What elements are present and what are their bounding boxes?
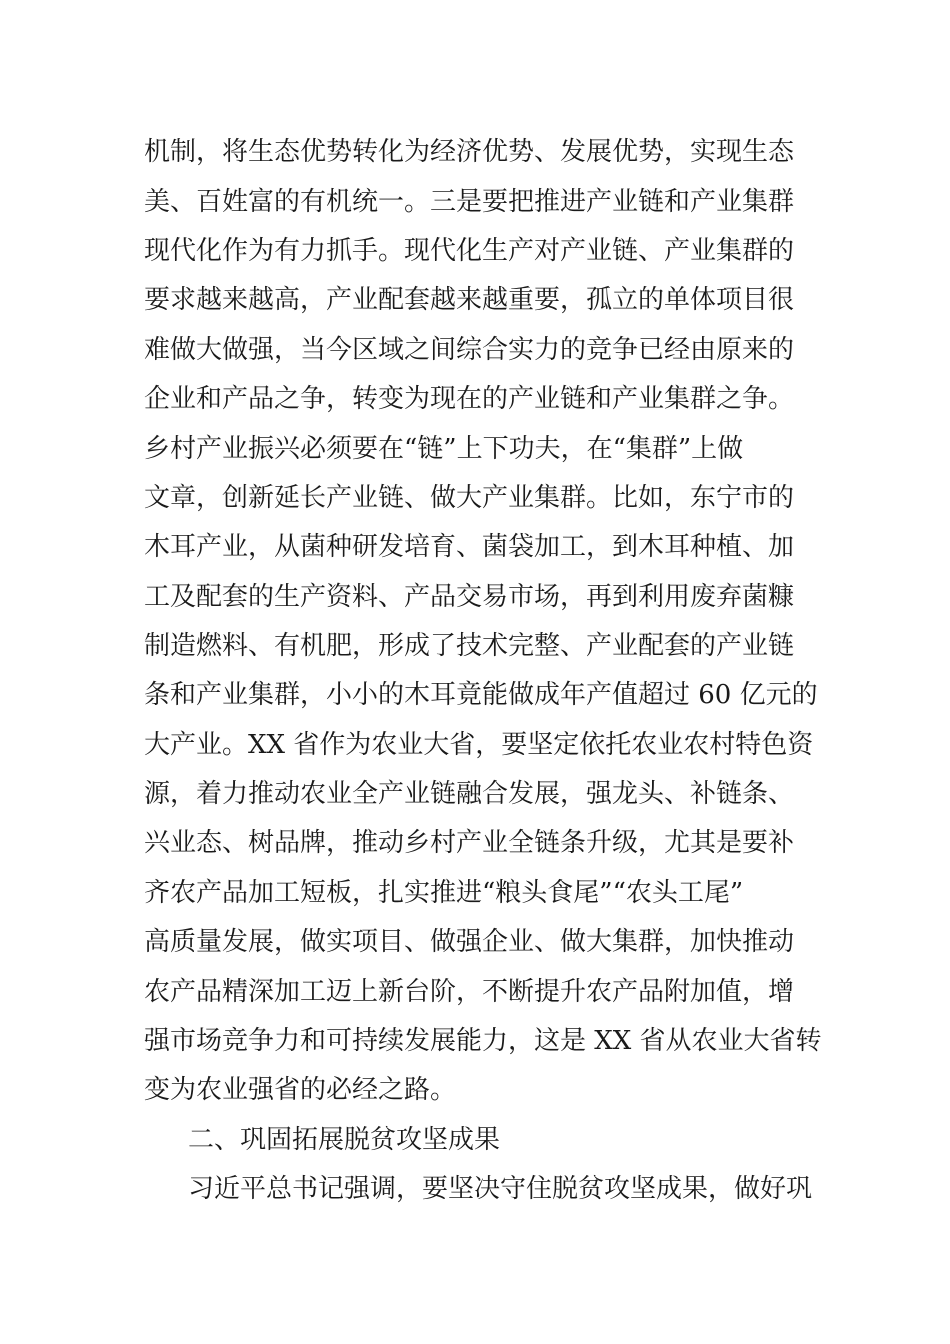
body-line: 齐农产品加工短板，扎实推进“粮头食尾”“农头工尾”	[144, 878, 744, 908]
body-line: 源，着力推动农业全产业链融合发展，强龙头、补链条、	[144, 779, 795, 809]
body-line: 工及配套的生产资料、产品交易市场，再到利用废弃菌糠	[144, 582, 795, 612]
body-line: 现代化作为有力抓手。现代化生产对产业链、产业集群的	[144, 236, 795, 266]
body-line: 乡村产业振兴必须要在“链”上下功夫，在“集群”上做	[144, 434, 744, 464]
body-line: 变为农业强省的必经之路。	[144, 1075, 457, 1105]
body-line: 条和产业集群，小小的木耳竟能做成年产值超过 60 亿元的	[144, 680, 818, 710]
body-line: 农产品精深加工迈上新台阶，不断提升农产品附加值，增	[144, 977, 795, 1007]
body-line: 木耳产业，从菌种研发培育、菌袋加工，到木耳种植、加	[144, 532, 795, 562]
body-line: 高质量发展，做实项目、做强企业、做大集群，加快推动	[144, 927, 795, 957]
body-line: 要求越来越高，产业配套越来越重要，孤立的单体项目很	[144, 285, 795, 315]
body-line: 难做大做强，当今区域之间综合实力的竞争已经由原来的	[144, 335, 795, 365]
body-line: 兴业态、树品牌，推动乡村产业全链条升级，尤其是要补	[144, 828, 795, 858]
body-line: 美、百姓富的有机统一。三是要把推进产业链和产业集群	[144, 187, 795, 217]
body-line: 大产业。XX 省作为农业大省，要坚定依托农业农村特色资	[144, 730, 814, 760]
body-line: 制造燃料、有机肥，形成了技术完整、产业配套的产业链	[144, 631, 795, 661]
body-line: 企业和产品之争，转变为现在的产业链和产业集群之争。	[144, 384, 795, 414]
body-line: 文章，创新延长产业链、做大产业集群。比如，东宁市的	[144, 483, 795, 513]
section-heading: 二、巩固拓展脱贫攻坚成果	[188, 1125, 501, 1155]
body-line: 习近平总书记强调，要坚决守住脱贫攻坚成果，做好巩	[188, 1174, 813, 1204]
body-line: 强市场竞争力和可持续发展能力，这是 XX 省从农业大省转	[144, 1026, 822, 1056]
body-line: 机制，将生态优势转化为经济优势、发展优势，实现生态	[144, 137, 795, 167]
